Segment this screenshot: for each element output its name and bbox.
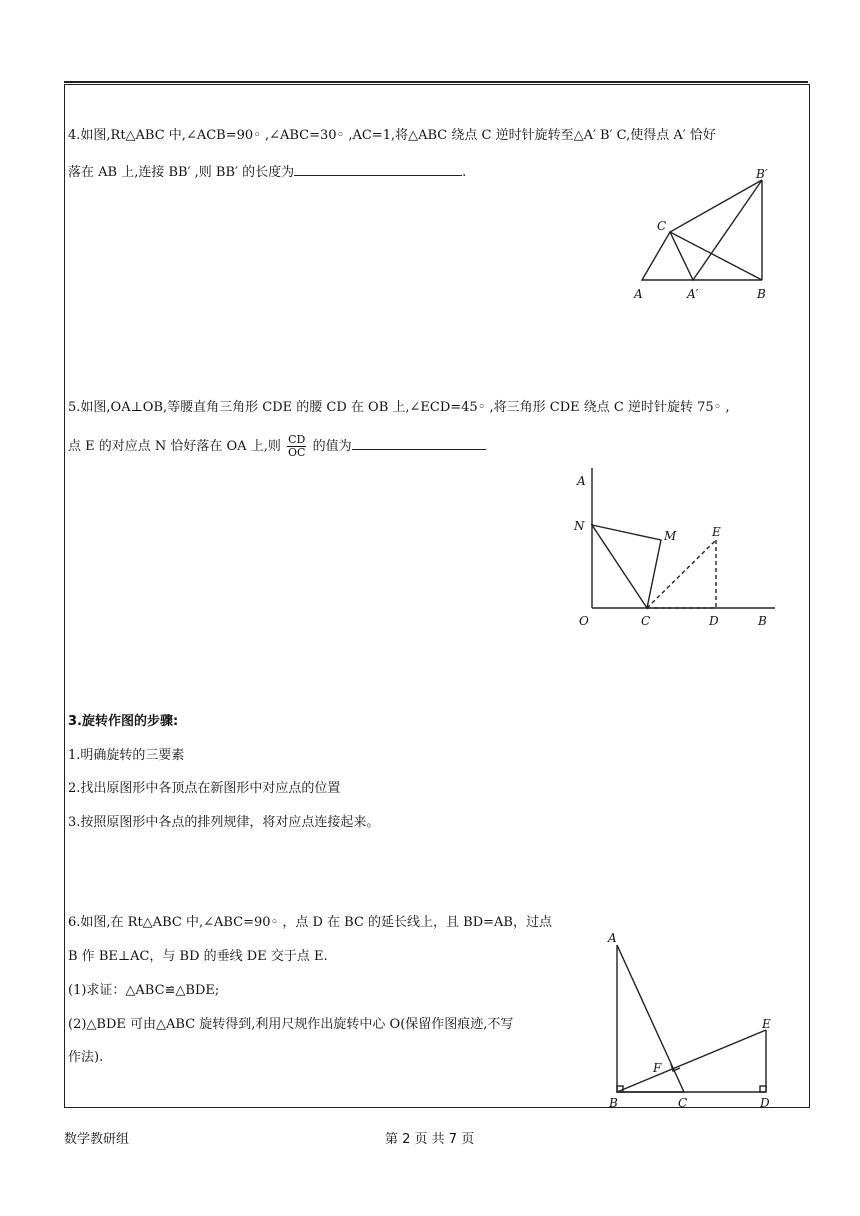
q6-right-angle-d bbox=[760, 1086, 766, 1092]
q6-text-line5: 作法). bbox=[68, 1050, 104, 1065]
q4-label-c: C bbox=[657, 219, 667, 233]
q5-text-line2 bbox=[68, 433, 486, 461]
q5-label-a: A bbox=[577, 474, 586, 488]
q4-label-a: A bbox=[634, 287, 643, 301]
q6-label-c: C bbox=[678, 1096, 688, 1110]
q4-figure bbox=[620, 162, 790, 312]
q4-text-line1: 4.如图,Rt△ABC 中,∠ACB=90◦ ,∠ABC=30◦ ,AC=1,将△ABC 绕点 C 逆时针旋转至△A′ B′ C,使得点 A′ 恰好 bbox=[68, 128, 716, 143]
q4-text-line2 bbox=[68, 162, 466, 182]
q5-label-n: N bbox=[574, 519, 585, 533]
footer-page-number: 第 2 页 共 7 页 bbox=[385, 1132, 475, 1147]
q6-label-e: E bbox=[762, 1017, 771, 1031]
q4-label-b1: B′ bbox=[756, 167, 768, 181]
q6-label-d: D bbox=[760, 1096, 770, 1110]
q5-text-line1: 5.如图,OA⊥OB,等腰直角三角形 CDE 的腰 CD 在 OB 上,∠ECD=45◦ ,将三角形 CDE 绕点 C 逆时针旋转 75◦ , bbox=[68, 400, 730, 415]
q4-triangle-abc bbox=[642, 232, 762, 280]
q5-fraction bbox=[287, 434, 306, 459]
q5-line2-pre: 点 E 的对应点 N 恰好落在 OA 上,则 bbox=[68, 439, 281, 454]
q4-label-a1: A′ bbox=[687, 287, 699, 301]
q6-text-line4: (2)△BDE 可由△ABC 旋转得到,利用尺规作出旋转中心 O(保留作图痕迹,不写 bbox=[68, 1017, 514, 1032]
q5-line2-post: 的值为 bbox=[312, 439, 352, 454]
q5-label-m: M bbox=[664, 529, 677, 543]
q4-label-b: B bbox=[757, 287, 766, 301]
q6-text-line3: (1)求证：△ABC≌△BDE; bbox=[68, 983, 220, 998]
q6-text-line1: 6.如图,在 Rt△ABC 中,∠ABC=90◦ ，点 D 在 BC 的延长线上，且 BD=AB，过点 bbox=[68, 915, 552, 930]
q5-label-b: B bbox=[758, 614, 767, 628]
q5-figure bbox=[570, 465, 780, 635]
section3-step-2: 2.找出原图形中各顶点在新图形中对应点的位置 bbox=[68, 781, 341, 796]
q5-fraction-numerator: CD bbox=[288, 433, 306, 446]
header-rule bbox=[64, 81, 808, 83]
section3-step-3: 3.按照原图形中各点的排列规律，将对应点连接起来。 bbox=[68, 815, 380, 830]
q5-triangle-cnm bbox=[592, 525, 661, 608]
q5-label-o: O bbox=[579, 614, 589, 628]
q5-label-d: D bbox=[709, 614, 719, 628]
q5-answer-blank bbox=[352, 436, 486, 450]
q4-line2-end: . bbox=[462, 165, 467, 180]
q5-dashed-ce bbox=[647, 540, 716, 608]
q6-label-f: F bbox=[653, 1061, 662, 1075]
section3-heading: 3.旋转作图的步骤: bbox=[68, 714, 179, 729]
q6-label-b: B bbox=[609, 1096, 618, 1110]
q5-fraction-denominator: OC bbox=[287, 446, 306, 459]
q4-line2-text: 落在 AB 上,连接 BB′ ,则 BB′ 的长度为 bbox=[68, 165, 295, 180]
q6-label-a: A bbox=[608, 931, 617, 945]
q6-text-line2: B 作 BE⊥AC，与 BD 的垂线 DE 交于点 E. bbox=[68, 949, 328, 964]
footer-group-name: 数学教研组 bbox=[64, 1132, 130, 1147]
q4-answer-blank bbox=[294, 162, 462, 176]
section3-step-1: 1.明确旋转的三要素 bbox=[68, 748, 185, 763]
q4-triangle-a1b1c bbox=[670, 180, 762, 280]
q6-segment-be bbox=[617, 1030, 766, 1092]
q5-label-e: E bbox=[712, 525, 721, 539]
q6-figure bbox=[600, 928, 790, 1108]
q5-label-c: C bbox=[641, 614, 651, 628]
